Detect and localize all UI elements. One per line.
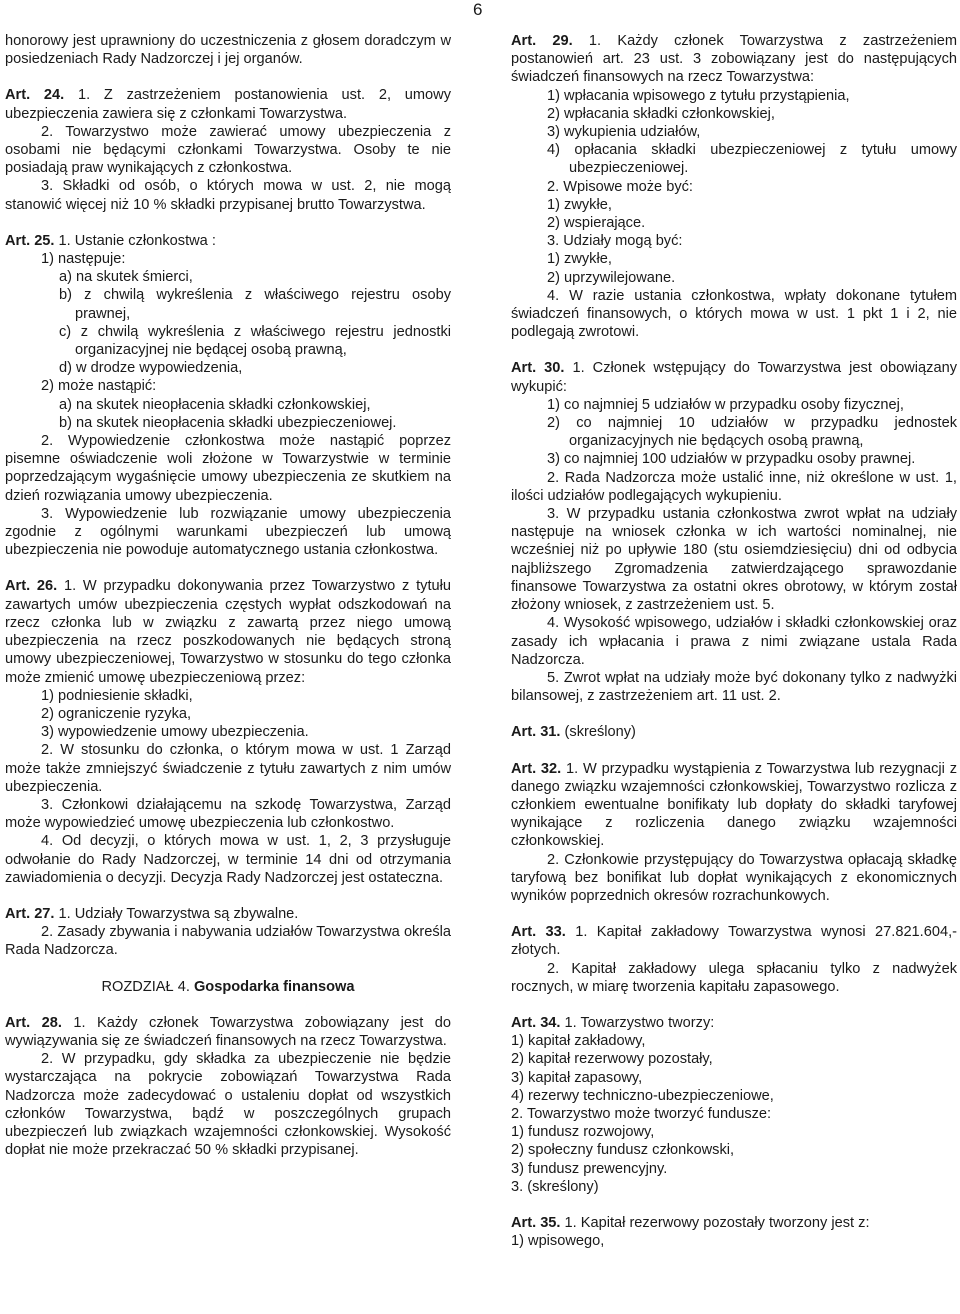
list-item: 3) wykupienia udziałów, <box>547 124 701 141</box>
article-number: Art. 32. <box>511 760 562 777</box>
list-item: 3) wypowiedzenie umowy ubezpieczenia. <box>41 724 309 741</box>
text-paragraph: honorowy jest uprawniony do uczestniczenia z głosem doradczym w posiedzeniach Rady Nadzorczej i jej organów. <box>5 33 451 68</box>
article-text: 1. W przypadku wystąpienia z Towarzystwa lub rezygnacji z danego związku wzajemności członkowskiej, Towarzystwo rozlicza z członkiem ewentualne bonifikaty lub dopłaty do składki taryfowej wynikające z rozliczenia danego związku wzajemności członkowskiej. <box>511 760 957 850</box>
spacer <box>511 742 957 760</box>
article-number: Art. 26. <box>5 578 58 595</box>
chapter-label: ROZDZIAŁ 4. <box>101 978 194 995</box>
list-item: 2) ograniczenie ryzyka, <box>41 705 192 722</box>
section-paragraph: 3. Członkowi działającemu na szkodę Towarzystwa, Zarząd może wypowiedzieć umowę ubezpieczenia lub członkostwo. <box>5 796 451 832</box>
list-item: 2) wspierające. <box>547 215 646 232</box>
section-paragraph: 3. Składki od osób, o których mowa w ust. 2, nie mogą stanowić więcej niż 10 % składki przypisanej brutto Towarzystwa. <box>5 178 451 213</box>
article-number: Art. 24. <box>5 87 65 104</box>
right-column <box>511 32 957 1250</box>
article-number: Art. 28. <box>5 1014 62 1031</box>
list-item: 1) podniesienie składki, <box>41 687 193 704</box>
section-paragraph: 2. Rada Nadzorcza może ustalić inne, niż określone w ust. 1, ilości udziałów podlegających wykupieniu. <box>511 469 957 504</box>
article-text: 1. W przypadku dokonywania przez Towarzystwo z tytułu zawartych umów ubezpieczenia częstych wypłat odszkodowań na rzecz członka lub w związku z zawartą przez niego umową ubezpieczenia na rzecz poszkodowanych nie będących stroną umowy ubezpieczeniowej, Towarzystwo w stosunku do tego członka może zmienić umowę ubezpieczeniową przez: <box>5 578 451 686</box>
spacer <box>511 341 957 359</box>
left-column <box>5 32 451 1159</box>
spacer <box>511 905 957 923</box>
list-item: 2) uprzywilejowane. <box>547 269 676 286</box>
article-text: 1. Ustanie członkostwa : <box>54 232 216 249</box>
section-paragraph: 2. Kapitał zakładowy ulega spłacaniu tylko z nadwyżek rocznych, w miarę tworzenia kapitału zapasowego. <box>511 960 957 995</box>
section-paragraph: 2. Zasady zbywania i nabywania udziałów Towarzystwa określa Rada Nadzorcza. <box>5 924 451 959</box>
sub-list-item: b) na skutek nieopłacenia składki ubezpieczeniowej. <box>59 414 397 431</box>
sub-list-item: a) na skutek nieopłacenia składki członkowskiej, <box>59 396 371 413</box>
section-paragraph: 5. Zwrot wpłat na udziały może być dokonany tylko z nadwyżki bilansowej, z zastrzeżeniem art. 11 ust. 2. <box>511 669 957 705</box>
article-text: 1. Każdy członek Towarzystwa zobowiązany jest do wywiązywania się ze świadczeń finansowych na rzecz Towarzystwa. <box>5 1014 451 1049</box>
article-text: 1. Każdy członek Towarzystwa z zastrzeżeniem postanowień art. 23 ust. 3 zobowiązany jest do następujących świadczeń finansowych na rzecz Towarzystwa: <box>511 33 957 86</box>
spacer <box>5 960 451 978</box>
article-text: 1. Udziały Towarzystwa są zbywalne. <box>54 905 299 922</box>
list-item: 1) fundusz rozwojowy, <box>511 1124 655 1141</box>
chapter-heading <box>5 978 451 996</box>
article-number: Art. 29. <box>511 33 573 49</box>
article-paragraph <box>511 760 957 851</box>
article-text: 1. Członek wstępujący do Towarzystwa jest obowiązany wykupić: <box>511 360 957 395</box>
list-item: 1) wpisowego, <box>511 1233 605 1250</box>
list-item: 4) rezerwy techniczno-ubezpieczeniowe, <box>511 1087 774 1104</box>
article-number: Art. 34. <box>511 1014 561 1031</box>
article-text: 1. Kapitał zakładowy Towarzystwa wynosi 27.821.604,- złotych. <box>511 924 957 959</box>
article-number: Art. 35. <box>511 1214 561 1231</box>
spacer <box>5 68 451 86</box>
section-paragraph: 2. Wypowiedzenie członkostwa może nastąpić poprzez pisemne oświadczenie woli złożone w Towarzystwie w terminie poprzedzającym wygaśnięcie umowy ubezpieczenia ze skutkiem na dzień rozwiązania umowy ubezpieczenia. <box>5 433 451 504</box>
list-item: 2) co najmniej 10 udziałów w przypadku jednostek organizacyjnych nie będących osobą prawną, <box>547 415 957 450</box>
list-item: 3. (skreślony) <box>511 1178 599 1195</box>
article-paragraph <box>5 232 451 250</box>
article-text: 1. Z zastrzeżeniem postanowienia ust. 2, umowy ubezpieczenia zawiera się z członkami Towarzystwa. <box>5 87 451 122</box>
article-number: Art. 33. <box>511 924 566 941</box>
spacer <box>511 705 957 723</box>
chapter-title: Gospodarka finansowa <box>193 978 355 995</box>
section-paragraph: 4. W razie ustania członkostwa, wpłaty dokonane tytułem świadczeń finansowych, o których mowa w ust. 1 pkt 1 i 2, nie podlegają zwrotowi. <box>511 287 957 341</box>
list-item: 4) opłacania składki ubezpieczeniowej z tytułu umowy ubezpieczeniowej. <box>547 142 957 177</box>
sub-list-item: b) z chwilą wykreślenia z właściwego rejestru osoby prawnej, <box>59 287 451 322</box>
list-item: 1) zwykłe, <box>547 251 612 268</box>
sub-list-item: a) na skutek śmierci, <box>59 269 193 286</box>
spacer <box>5 887 451 905</box>
section-paragraph: 2. Towarzystwo może zawierać umowy ubezpieczenia z osobami nie będącymi członkami Towarzystwa. Osoby te nie posiadają praw wynikających z członkostwa. <box>5 123 451 177</box>
spacer <box>511 1196 957 1214</box>
spacer <box>5 996 451 1014</box>
article-paragraph <box>511 723 957 741</box>
section-paragraph: 3. Wypowiedzenie lub rozwiązanie umowy ubezpieczenia zgodnie z ogólnymi warunkami ubezpieczeń lub umową ubezpieczenia nie powoduje automatycznego ustania członkostwa. <box>5 505 451 559</box>
list-item: 1) następuje: <box>41 251 126 268</box>
section-paragraph: 3. W przypadku ustania członkostwa zwrot wpłat na udziały następuje na wniosek członka w ich wartości nominalnej, nie wcześniej niż po upływie 180 (stu osiemdziesięciu) dni od odbycia najbliższego Zgromadzenia zatwierdzającego sprawozdanie finansowe Towarzystwa za ostatni okres obrotowy, w którym został złożony wniosek, z zastrzeżeniem ust. 5. <box>511 506 957 614</box>
section-paragraph: 2. W stosunku do członka, o którym mowa w ust. 1 Zarząd może także zmniejszyć świadczenie z tytułu zawartych z nim umów ubezpieczenia. <box>5 742 451 795</box>
section-paragraph: 2. Członkowie przystępujący do Towarzystwa opłacają składkę taryfową bez bonifikat lub dopłat wynikających z ekonomicznych wyników poprzednich okresów rozrachunkowych. <box>511 851 957 904</box>
article-paragraph <box>5 1014 451 1050</box>
article-paragraph <box>5 86 451 122</box>
list-item: 1) co najmniej 5 udziałów w przypadku osoby fizycznej, <box>547 396 904 413</box>
article-number: Art. 27. <box>5 905 55 922</box>
article-paragraph <box>5 577 451 686</box>
list-item: 1) zwykłe, <box>547 196 612 213</box>
sub-list-item: c) z chwilą wykreślenia z właściwego rejestru jednostki organizacyjnej nie będącej osobą prawną, <box>59 323 451 359</box>
page-number: 6 <box>473 0 483 19</box>
spacer <box>511 996 957 1014</box>
article-paragraph <box>511 923 957 959</box>
section-paragraph: 2. Wpisowe może być: <box>547 178 693 195</box>
section-paragraph: 3. Udziały mogą być: <box>547 233 683 250</box>
article-text: (skreślony) <box>560 724 636 741</box>
list-item: 1) kapitał zakładowy, <box>511 1033 646 1050</box>
list-item: 2) społeczny fundusz członkowski, <box>511 1142 735 1159</box>
article-text: 1. Kapitał rezerwowy pozostały tworzony jest z: <box>560 1214 870 1231</box>
article-paragraph <box>5 905 451 923</box>
list-item: 2) wpłacania składki członkowskiej, <box>547 105 775 122</box>
spacer <box>5 214 451 232</box>
article-paragraph <box>511 1214 957 1232</box>
list-item: 2) kapitał rezerwowy pozostały, <box>511 1051 713 1068</box>
section-paragraph: 4. Od decyzji, o których mowa w ust. 1, 2, 3 przysługuje odwołanie do Rady Nadzorczej, w terminie 14 dni od otrzymania zawiadomienia o decyzji. Decyzja Rady Nadzorczej jest ostateczna. <box>5 833 451 886</box>
article-number: Art. 30. <box>511 360 565 377</box>
list-item: 3) fundusz prewencyjny. <box>511 1160 668 1177</box>
spacer <box>5 559 451 577</box>
list-item: 3) kapitał zapasowy, <box>511 1069 643 1086</box>
article-number: Art. 31. <box>511 724 561 741</box>
section-paragraph: 2. W przypadku, gdy składka za ubezpieczenie nie będzie wystarczająca na pokrycie zobowiązań Towarzystwa Rada Nadzorcza może zadecydować o ustaleniu dopłat od wszystkich członków Towarzystwa, bądź w poszczególnych grupach ubezpieczeń lub związkach wzajemności członkowskiej. Wysokość dopłat nie może przekraczać 50 % składki przypisanej. <box>5 1051 451 1159</box>
article-number: Art. 25. <box>5 232 55 249</box>
list-item: 3) co najmniej 100 udziałów w przypadku osoby prawnej. <box>547 451 916 468</box>
article-text: 1. Towarzystwo tworzy: <box>560 1014 715 1031</box>
list-item: 1) wpłacania wpisowego z tytułu przystąpienia, <box>547 87 850 104</box>
section-paragraph: 4. Wysokość wpisowego, udziałów i składki członkowskiej oraz zasady ich wpłacania i prawa z nimi związane ustala Rada Nadzorcza. <box>511 615 957 668</box>
sub-list-item: d) w drodze wypowiedzenia, <box>59 360 243 377</box>
article-paragraph <box>511 1014 957 1032</box>
article-paragraph <box>511 32 957 87</box>
article-paragraph <box>511 359 957 395</box>
section-paragraph: 2. Towarzystwo może tworzyć fundusze: <box>511 1105 772 1122</box>
list-item: 2) może nastąpić: <box>41 378 157 395</box>
